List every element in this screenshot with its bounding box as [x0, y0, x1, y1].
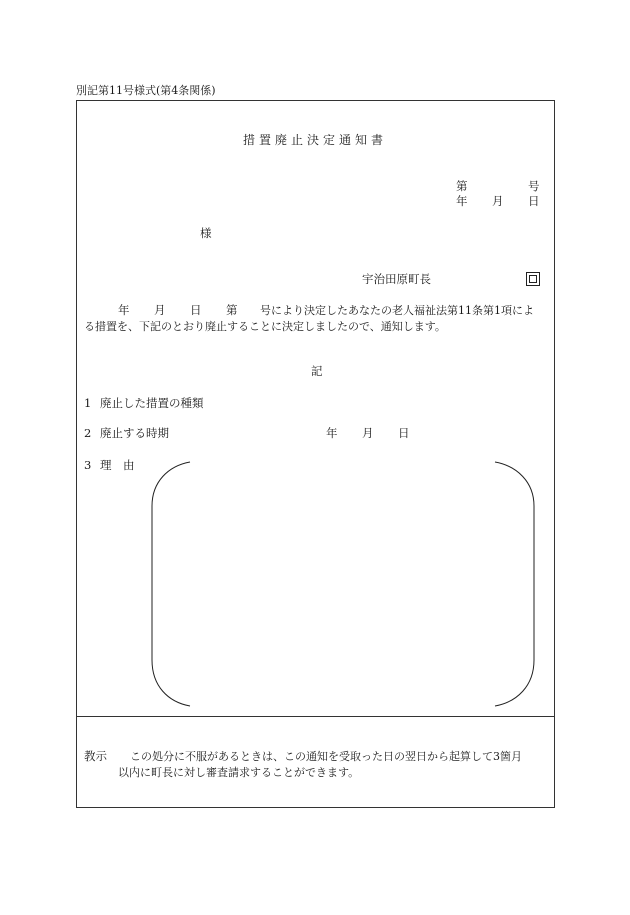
body-date-year: 年: [118, 303, 130, 317]
ki-heading: 記: [311, 364, 323, 378]
notice-label: 教示: [84, 749, 107, 763]
item2-month: 月: [362, 426, 374, 440]
left-bracket: [152, 462, 190, 706]
body-no-prefix: 第: [226, 303, 238, 317]
body-date-day: 日: [190, 303, 202, 317]
header-year: 年: [456, 194, 468, 208]
document-title: 措置廃止決定通知書: [242, 133, 387, 147]
header-day: 日: [528, 194, 540, 208]
issuer-name: 宇治田原町長: [362, 272, 431, 286]
item2-year: 年: [326, 426, 338, 440]
item2-number: 2: [84, 426, 92, 440]
seal-mark: [526, 272, 540, 286]
number-prefix: 第: [456, 179, 468, 193]
reason-bracket-box: [150, 460, 540, 708]
seal-inner-frame: [529, 275, 537, 283]
form-caption: 別記第11号様式(第4条関係): [76, 84, 216, 97]
addressee-suffix: 様: [200, 226, 212, 240]
item2-day: 日: [398, 426, 410, 440]
right-bracket: [495, 462, 534, 706]
body-line2: る措置を、下記のとおり廃止することに決定しましたので、通知します。: [84, 320, 446, 333]
notice-divider: [76, 716, 555, 717]
notice-line1: この処分に不服があるときは、この通知を受取った日の翌日から起算して3箇月: [130, 750, 522, 763]
body-date-month: 月: [154, 303, 166, 317]
item3-number: 3: [84, 458, 92, 472]
item1-label: 廃止した措置の種類: [100, 396, 204, 410]
notice-line2: 以内に町長に対し審査請求することができます。: [118, 766, 360, 779]
header-month: 月: [492, 194, 504, 208]
item2-label: 廃止する時期: [100, 426, 169, 440]
item1-number: 1: [84, 396, 92, 410]
number-suffix: 号: [528, 179, 540, 193]
body-line1-rest: 号により決定したあなたの老人福祉法第11条第1項によ: [260, 304, 534, 317]
item3-label: 理 由: [100, 458, 135, 472]
